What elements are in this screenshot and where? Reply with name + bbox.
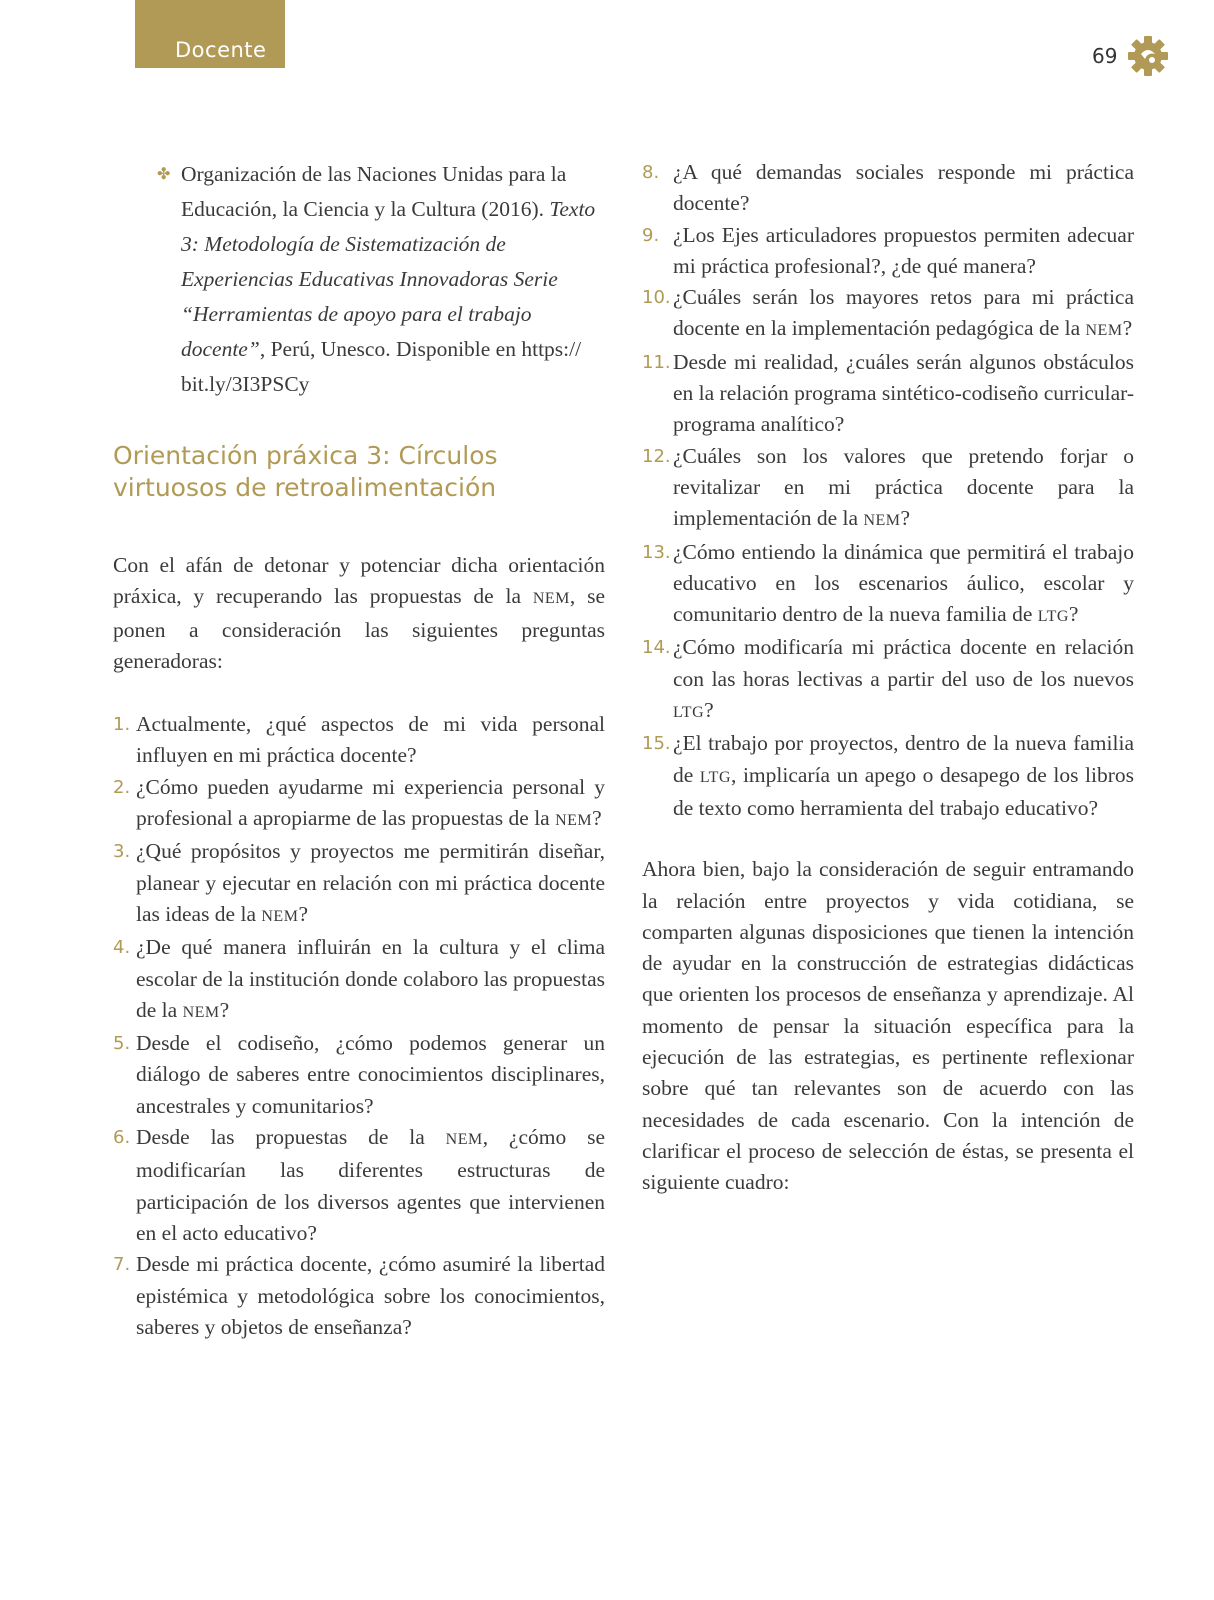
reference-title: Texto 3: Metodología de Sistematización de Experiencias Educativas Innovadoras Serie “Herramientas de apoyo para el trabajo docente” [181, 197, 596, 361]
question-abbr: NEM [261, 907, 299, 925]
intro-paragraph: Con el afán de detonar y potenciar dicha orientación práxica, y recuperando las propuestas de la NEM, se ponen a consideración las siguientes preguntas generadoras: [113, 553, 605, 673]
question-item [642, 220, 1134, 283]
question-text: ¿Los Ejes articuladores propuestos permiten adecuar mi práctica profesional?, ¿de qué manera? [673, 222, 1134, 278]
question-item [642, 728, 1134, 824]
question-item [113, 836, 605, 932]
reference-tail: , Perú, Unesco. Disponible en https:// bit.ly/3I3PSCy [181, 337, 582, 396]
left-column [113, 157, 605, 1343]
question-item [642, 347, 1134, 441]
closing-paragraph: Ahora bien, bajo la consideración de seguir entramando la relación entre proyectos y vida cotidiana, se comparten algunas disposiciones que tienen la intención de ayudar en la construcción de estrategias didácticas que orienten los procesos de enseñanza y aprendizaje. Al momento de pensar la situación específica para la ejecución de las estrategias, es pertinente reflexionar sobre qué tan relevantes son de acuerdo con las necesidades de cada escenario. Con la intención de clarificar el proceso de selección de éstas, se presenta el siguiente cuadro: [642, 857, 1134, 1195]
question-item [642, 537, 1134, 633]
question-tail: , implicaría un apego o desapego de los libros de texto como herramienta del trabajo educativo? [673, 762, 1134, 820]
question-abbr: NEM [863, 512, 901, 530]
question-item [642, 157, 1134, 220]
question-number: 1. [113, 714, 131, 736]
question-item [642, 282, 1134, 347]
question-tail: ? [1068, 602, 1079, 627]
bullet-icon: ✤ [157, 166, 171, 183]
gear-icon [1126, 34, 1170, 78]
question-item [113, 709, 605, 772]
question-text: ¿De qué manera influirán en la cultura y el clima escolar de la institución donde colaboro las propuestas de la [136, 935, 605, 1022]
question-text: Desde las propuestas de la [136, 1125, 446, 1150]
question-number: 6. [113, 1127, 131, 1149]
question-number: 3. [113, 841, 131, 863]
question-tail: , ¿cómo se modificarían las diferentes estructuras de participación de los diversos agentes que intervienen en el acto educativo? [136, 1125, 606, 1245]
question-text: ¿Cómo entiendo la dinámica que permitirá el trabajo educativo en los escenarios áulico, escolar y comunitario dentro de la nueva familia de [673, 539, 1134, 627]
question-item [113, 932, 605, 1028]
question-text: ¿Cuáles serán los mayores retos para mi práctica docente en la implementación pedagógica de la [673, 285, 1134, 341]
question-item [113, 772, 605, 837]
question-abbr: LTG [699, 768, 731, 786]
heading-line-2: virtuosos de retroalimentación [113, 473, 497, 502]
question-text: Desde el codiseño, ¿cómo podemos generar un diálogo de saberes entre conocimientos disciplinares, ancestrales y comunitarios? [136, 1031, 605, 1118]
question-number: 15. [642, 733, 671, 755]
question-text: Actualmente, ¿qué aspectos de mi vida personal influyen en mi práctica docente? [136, 712, 605, 768]
question-number: 8. [642, 162, 660, 183]
questions-list-right [642, 157, 1134, 824]
heading-line-1: Orientación práxica 3: Círculos [113, 441, 498, 470]
question-item [642, 441, 1134, 537]
page-number: 69 [1092, 44, 1118, 68]
question-abbr: LTG [1037, 608, 1069, 626]
question-tail: ? [1122, 316, 1133, 341]
question-tail: ? [219, 997, 230, 1022]
question-tail: ? [900, 506, 911, 531]
bibliography-reference [113, 157, 605, 402]
section-tab [135, 0, 285, 68]
question-item [642, 632, 1134, 728]
question-item [113, 1028, 605, 1122]
reference-author: Organización de las Naciones Unidas para la Educación, la Ciencia y la Cultura (2016). [181, 162, 567, 221]
question-number: 13. [642, 541, 671, 563]
question-abbr: LTG [673, 704, 705, 722]
question-number: 10. [642, 287, 671, 309]
question-text: Desde mi realidad, ¿cuáles serán algunos obstáculos en la relación programa sintético-codiseño curricular-programa analítico? [673, 349, 1135, 437]
question-text: ¿Qué propósitos y proyectos me permitirán diseñar, planear y ejecutar en relación con mi práctica docente las ideas de la [136, 839, 605, 926]
question-abbr: NEM [555, 812, 593, 830]
question-text: ¿Cómo modificaría mi práctica docente en relación con las horas lectivas a partir del uso de los nuevos [673, 635, 1134, 691]
question-number: 7. [113, 1254, 131, 1276]
question-number: 12. [642, 445, 671, 467]
section-heading [113, 440, 605, 504]
question-item [113, 1122, 605, 1249]
question-number: 14. [642, 637, 671, 659]
question-item [113, 1249, 605, 1343]
section-tab-label: Docente [175, 38, 267, 62]
question-text: Desde mi práctica docente, ¿cómo asumiré la libertad epistémica y metodológica sobre los conocimientos, saberes y objetos de enseñanza? [136, 1252, 605, 1339]
question-number: 2. [113, 776, 131, 798]
question-abbr: NEM [1085, 322, 1123, 340]
right-column [642, 157, 1134, 1199]
question-tail: ? [704, 698, 714, 723]
questions-list-left [113, 709, 605, 1343]
question-text: ¿Cómo pueden ayudarme mi experiencia personal y profesional a apropiarme de las propuestas de la [136, 774, 605, 831]
question-text: ¿El trabajo por proyectos, dentro de la nueva familia de [673, 731, 1134, 787]
question-text: ¿A qué demandas sociales responde mi práctica docente? [673, 160, 1134, 216]
question-number: 4. [113, 937, 131, 959]
question-tail: ? [592, 806, 602, 831]
question-number: 5. [113, 1033, 131, 1055]
question-text: ¿Cuáles son los valores que pretendo forjar o revitalizar en mi práctica docente para la implementación de la [673, 443, 1134, 531]
question-tail: ? [298, 901, 308, 926]
question-abbr: NEM [182, 1003, 220, 1021]
question-abbr: NEM [445, 1131, 483, 1149]
question-number: 9. [642, 224, 660, 246]
question-number: 11. [642, 351, 671, 373]
